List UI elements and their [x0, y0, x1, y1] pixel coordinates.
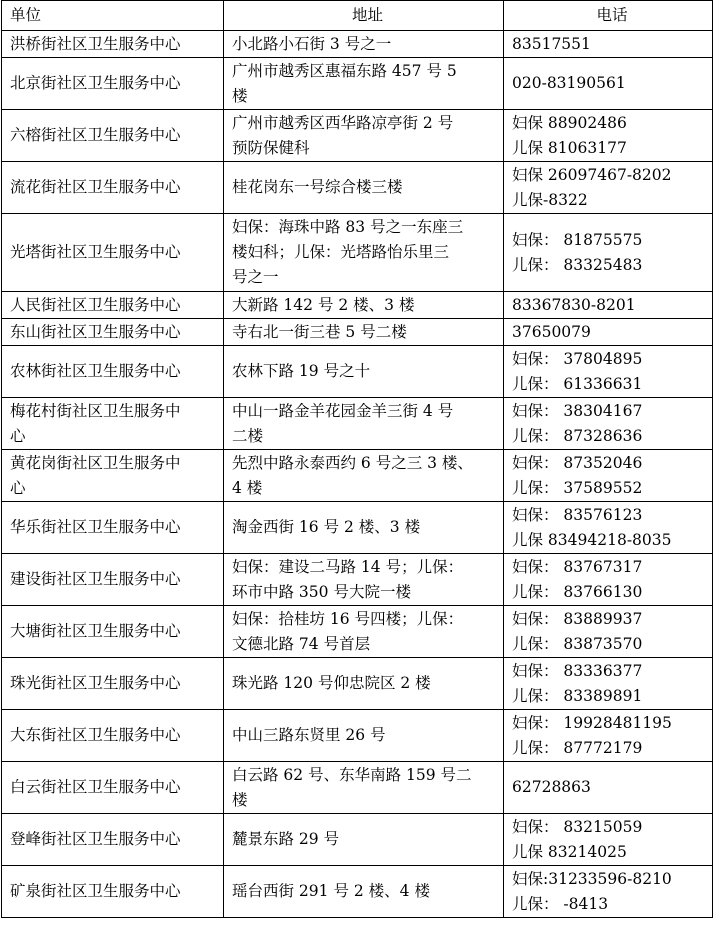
address-cell: 中山一路金羊花园金羊三街 4 号 二楼	[224, 398, 504, 450]
table-row	[2, 319, 713, 346]
table-row	[2, 866, 713, 918]
address-cell: 广州市越秀区西华路凉亭街 2 号 预防保健科	[224, 110, 504, 162]
address-cell: 大新路 142 号 2 楼、3 楼	[224, 292, 504, 319]
address-cell: 妇保：海珠中路 83 号之一东座三 楼妇科；儿保：光塔路怡乐里三 号之一	[224, 214, 504, 292]
table-row	[2, 110, 713, 162]
phone-cell: 妇保 26097467-8202 儿保-8322	[504, 162, 713, 214]
unit-cell: 光塔街社区卫生服务中心	[2, 214, 224, 292]
unit-cell: 农林街社区卫生服务中心	[2, 346, 224, 398]
header-address: 地址	[224, 1, 504, 31]
table-row	[2, 58, 713, 110]
table-row	[2, 762, 713, 814]
unit-cell: 大塘街社区卫生服务中心	[2, 606, 224, 658]
phone-cell: 妇保： 83889937 儿保： 83873570	[504, 606, 713, 658]
phone-cell: 83367830-8201	[504, 292, 713, 319]
phone-cell: 妇保： 83336377 儿保： 83389891	[504, 658, 713, 710]
table-row	[2, 658, 713, 710]
unit-cell: 建设街社区卫生服务中心	[2, 554, 224, 606]
unit-cell: 流花街社区卫生服务中心	[2, 162, 224, 214]
unit-cell: 登峰街社区卫生服务中心	[2, 814, 224, 866]
table-row	[2, 214, 713, 292]
address-cell: 白云路 62 号、东华南路 159 号二 楼	[224, 762, 504, 814]
unit-cell: 白云街社区卫生服务中心	[2, 762, 224, 814]
address-cell: 珠光路 120 号仰忠院区 2 楼	[224, 658, 504, 710]
header-phone: 电话	[504, 1, 713, 31]
address-cell: 妇保：建设二马路 14 号；儿保： 环市中路 350 号大院一楼	[224, 554, 504, 606]
phone-cell: 妇保： 83215059 儿保 83214025	[504, 814, 713, 866]
phone-cell: 妇保： 83767317 儿保： 83766130	[504, 554, 713, 606]
header-unit: 单位	[2, 1, 224, 31]
unit-cell: 东山街社区卫生服务中心	[2, 319, 224, 346]
unit-cell: 大东街社区卫生服务中心	[2, 710, 224, 762]
table-row	[2, 554, 713, 606]
unit-cell: 珠光街社区卫生服务中心	[2, 658, 224, 710]
table-row	[2, 450, 713, 502]
address-cell: 麓景东路 29 号	[224, 814, 504, 866]
address-cell: 淘金西街 16 号 2 楼、3 楼	[224, 502, 504, 554]
phone-cell: 妇保： 81875575 儿保： 83325483	[504, 214, 713, 292]
unit-cell: 北京街社区卫生服务中心	[2, 58, 224, 110]
unit-cell: 矿泉街社区卫生服务中心	[2, 866, 224, 918]
phone-cell: 020-83190561	[504, 58, 713, 110]
unit-cell: 人民街社区卫生服务中心	[2, 292, 224, 319]
phone-cell: 62728863	[504, 762, 713, 814]
unit-cell: 六榕街社区卫生服务中心	[2, 110, 224, 162]
phone-cell: 妇保： 38304167 儿保： 87328636	[504, 398, 713, 450]
address-cell: 桂花岗东一号综合楼三楼	[224, 162, 504, 214]
table-row	[2, 710, 713, 762]
phone-cell: 妇保:31233596-8210 儿保： -8413	[504, 866, 713, 918]
phone-cell: 妇保： 83576123 儿保 83494218-8035	[504, 502, 713, 554]
address-cell: 瑶台西街 291 号 2 楼、4 楼	[224, 866, 504, 918]
unit-cell: 黄花岗街社区卫生服务中 心	[2, 450, 224, 502]
table-row	[2, 31, 713, 58]
table-row	[2, 814, 713, 866]
address-cell: 农林下路 19 号之十	[224, 346, 504, 398]
table-row	[2, 346, 713, 398]
table-row	[2, 502, 713, 554]
address-cell: 妇保：拾桂坊 16 号四楼；儿保： 文德北路 74 号首层	[224, 606, 504, 658]
phone-cell: 妇保 88902486 儿保 81063177	[504, 110, 713, 162]
table-row	[2, 398, 713, 450]
phone-cell: 37650079	[504, 319, 713, 346]
table-row	[2, 162, 713, 214]
address-cell: 中山三路东贤里 26 号	[224, 710, 504, 762]
unit-cell: 洪桥街社区卫生服务中心	[2, 31, 224, 58]
address-cell: 先烈中路永泰西约 6 号之三 3 楼、 4 楼	[224, 450, 504, 502]
phone-cell: 妇保： 19928481195 儿保： 87772179	[504, 710, 713, 762]
phone-cell: 妇保： 37804895 儿保： 61336631	[504, 346, 713, 398]
phone-cell: 83517551	[504, 31, 713, 58]
address-cell: 寺右北一街三巷 5 号二楼	[224, 319, 504, 346]
table-header-row	[2, 1, 713, 31]
unit-cell: 华乐街社区卫生服务中心	[2, 502, 224, 554]
address-cell: 小北路小石街 3 号之一	[224, 31, 504, 58]
clinic-table	[1, 0, 713, 918]
phone-cell: 妇保： 87352046 儿保： 37589552	[504, 450, 713, 502]
address-cell: 广州市越秀区惠福东路 457 号 5 楼	[224, 58, 504, 110]
unit-cell: 梅花村街社区卫生服务中 心	[2, 398, 224, 450]
table-row	[2, 292, 713, 319]
table-row	[2, 606, 713, 658]
